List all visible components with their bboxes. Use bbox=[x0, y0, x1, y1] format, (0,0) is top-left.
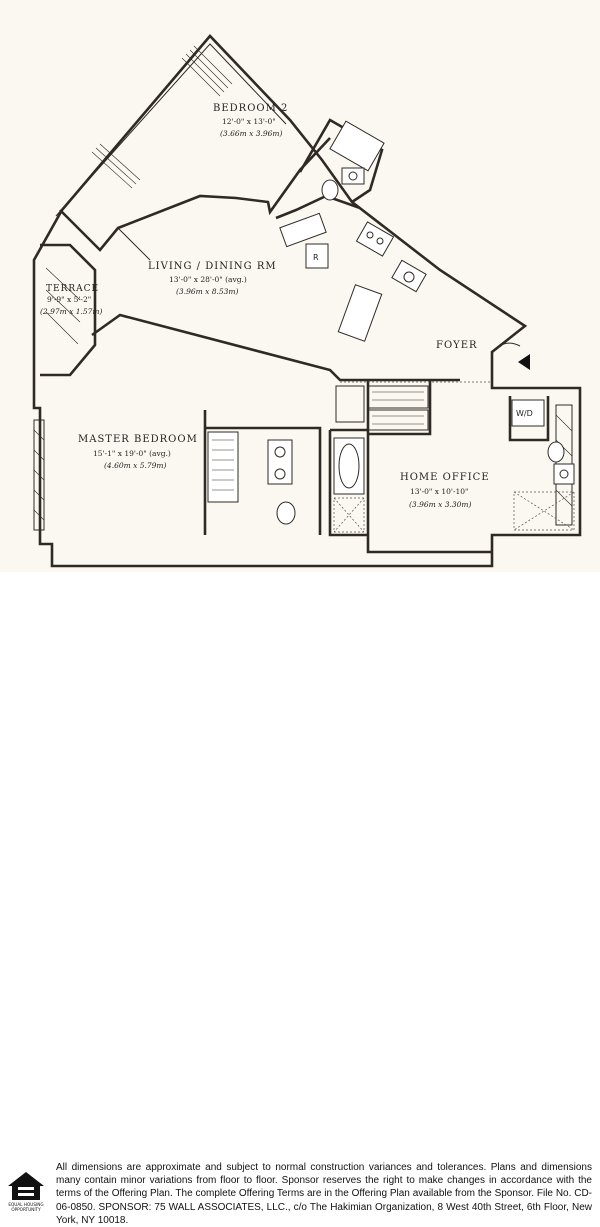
room-dim-master-bedroom: 15'-1" x 19'-0" (avg.) bbox=[93, 449, 171, 458]
room-dim-bedroom-2: 12'-0" x 13'-0" bbox=[222, 117, 276, 126]
entry-arrow-icon bbox=[518, 354, 530, 370]
equal-housing-opportunity-icon bbox=[6, 1170, 46, 1214]
room-metric-master-bedroom: (4.60m x 5.79m) bbox=[104, 461, 167, 470]
room-name-bedroom-2: BEDROOM 2 bbox=[213, 103, 289, 114]
room-name-living: LIVING / DINING RM bbox=[148, 261, 277, 272]
room-name-terrace: TERRACE bbox=[46, 284, 100, 294]
room-metric-home-office: (3.96m x 3.30m) bbox=[409, 500, 472, 509]
floor-plan-drawing bbox=[0, 0, 600, 572]
kitchen bbox=[280, 213, 426, 341]
washer-dryer-label: W/D bbox=[516, 409, 533, 418]
logo-text-line1: EQUAL HOUSING bbox=[8, 1202, 44, 1207]
office-bath-fixtures bbox=[512, 400, 574, 530]
room-metric-terrace: (2.97m x 1.57m) bbox=[40, 307, 103, 316]
logo-text-line2: OPPORTUNITY bbox=[11, 1207, 41, 1212]
room-labels bbox=[40, 103, 490, 509]
floor-plan bbox=[0, 0, 600, 572]
disclaimer-text: All dimensions are approximate and subject to normal construction variances and tolerances. Plans and dimensions many contain minor variations from floor to floor. Sponsor reserves the right to make changes in accordance with the terms of the Offering Plan. The complete Offering Terms are in the Offering Plan available from the Sponsor. File No. CD-06-0850. SPONSOR: 75 WALL ASSOCIATES, LLC., c/o The Hakimian Organization, 8 West 40th Street, 6th Floor, New York, NY 10018. bbox=[56, 1162, 592, 1226]
room-name-foyer: FOYER bbox=[436, 340, 478, 351]
room-dim-terrace: 9'-9" x 5'-2" bbox=[47, 295, 92, 304]
exterior-walls bbox=[34, 36, 580, 566]
room-dim-living: 13'-0" x 28'-0" (avg.) bbox=[169, 275, 247, 284]
room-metric-bedroom-2: (3.66m x 3.96m) bbox=[220, 129, 283, 138]
kitchen-island bbox=[338, 285, 381, 342]
room-name-master-bedroom: MASTER BEDROOM bbox=[78, 434, 198, 445]
room-metric-living: (3.96m x 8.53m) bbox=[176, 287, 239, 296]
master-bath-fixtures bbox=[208, 382, 490, 532]
footer bbox=[0, 574, 600, 1226]
interior-walls bbox=[40, 120, 548, 552]
bedroom2-bath-fixtures bbox=[322, 121, 384, 200]
room-dim-home-office: 13'-0" x 10'-10" bbox=[410, 487, 469, 496]
refrigerator-label: R bbox=[313, 253, 319, 262]
room-name-home-office: HOME OFFICE bbox=[400, 472, 490, 483]
